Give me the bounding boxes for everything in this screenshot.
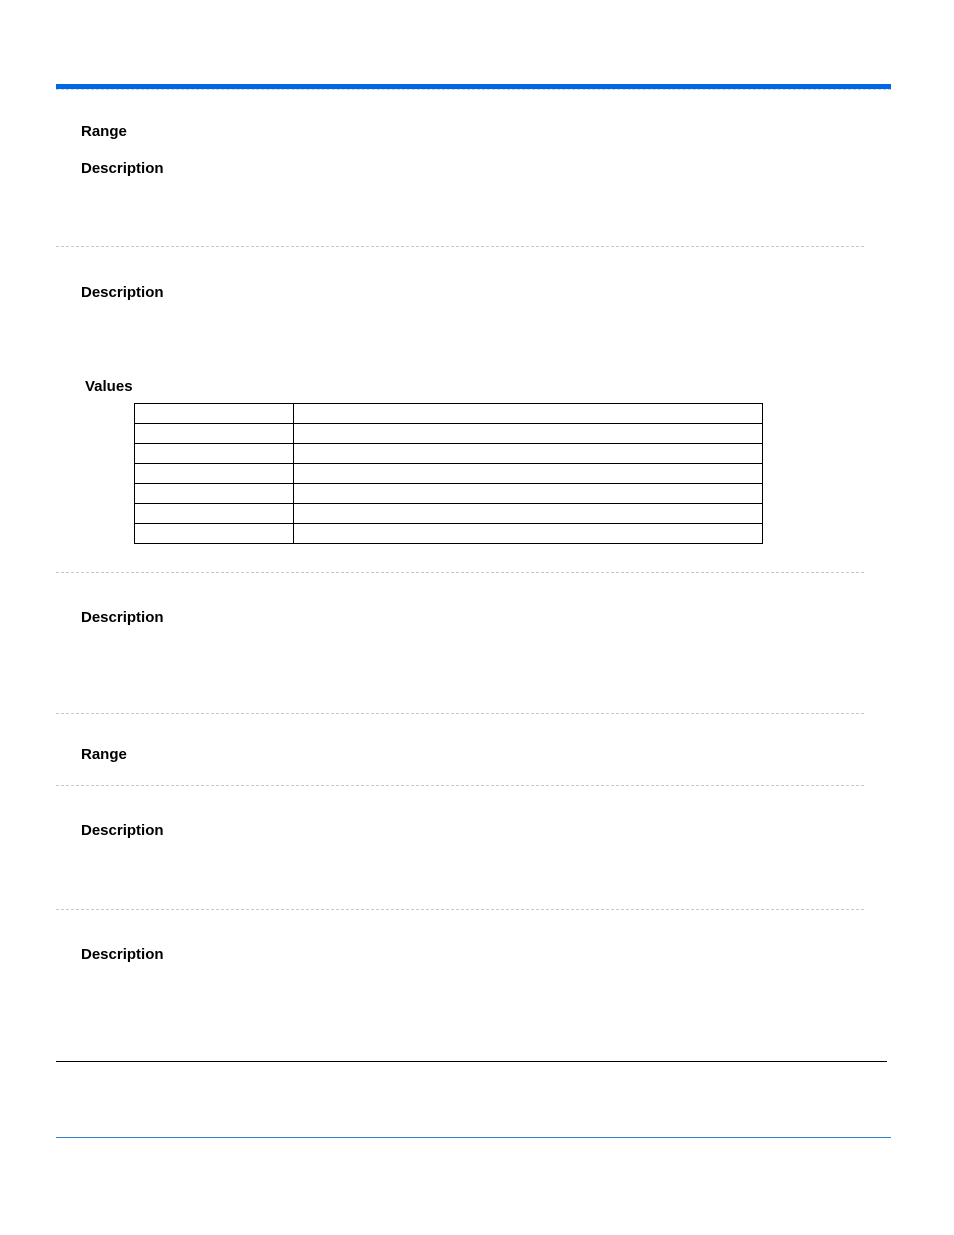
- section-divider: [56, 713, 864, 714]
- header-rule-shadow: [56, 89, 891, 90]
- table-cell: [135, 404, 294, 424]
- range-heading: Range: [81, 746, 127, 763]
- section-divider: [56, 909, 864, 910]
- values-table: [134, 403, 763, 544]
- table-row: [135, 424, 763, 444]
- section-divider: [56, 572, 864, 573]
- range-heading: Range: [81, 123, 127, 140]
- table-cell: [135, 444, 294, 464]
- table-row: [135, 524, 763, 544]
- description-heading: Description: [81, 609, 164, 626]
- footer-rule: [56, 1061, 887, 1062]
- table-row: [135, 444, 763, 464]
- description-heading: Description: [81, 946, 164, 963]
- table-row: [135, 504, 763, 524]
- section-divider: [56, 246, 864, 247]
- table-cell: [135, 524, 294, 544]
- table-cell: [294, 484, 763, 504]
- table-cell: [135, 504, 294, 524]
- table-cell: [294, 404, 763, 424]
- table-row: [135, 484, 763, 504]
- table-cell: [294, 504, 763, 524]
- description-heading: Description: [81, 160, 164, 177]
- description-heading: Description: [81, 822, 164, 839]
- table-cell: [294, 444, 763, 464]
- values-heading: Values: [85, 378, 133, 395]
- section-divider: [56, 785, 864, 786]
- table-cell: [135, 484, 294, 504]
- table-cell: [135, 464, 294, 484]
- table-row: [135, 464, 763, 484]
- description-heading: Description: [81, 284, 164, 301]
- table-cell: [135, 424, 294, 444]
- table-cell: [294, 464, 763, 484]
- table-cell: [294, 424, 763, 444]
- table-cell: [294, 524, 763, 544]
- table-row: [135, 404, 763, 424]
- page-bottom-rule: [56, 1137, 891, 1138]
